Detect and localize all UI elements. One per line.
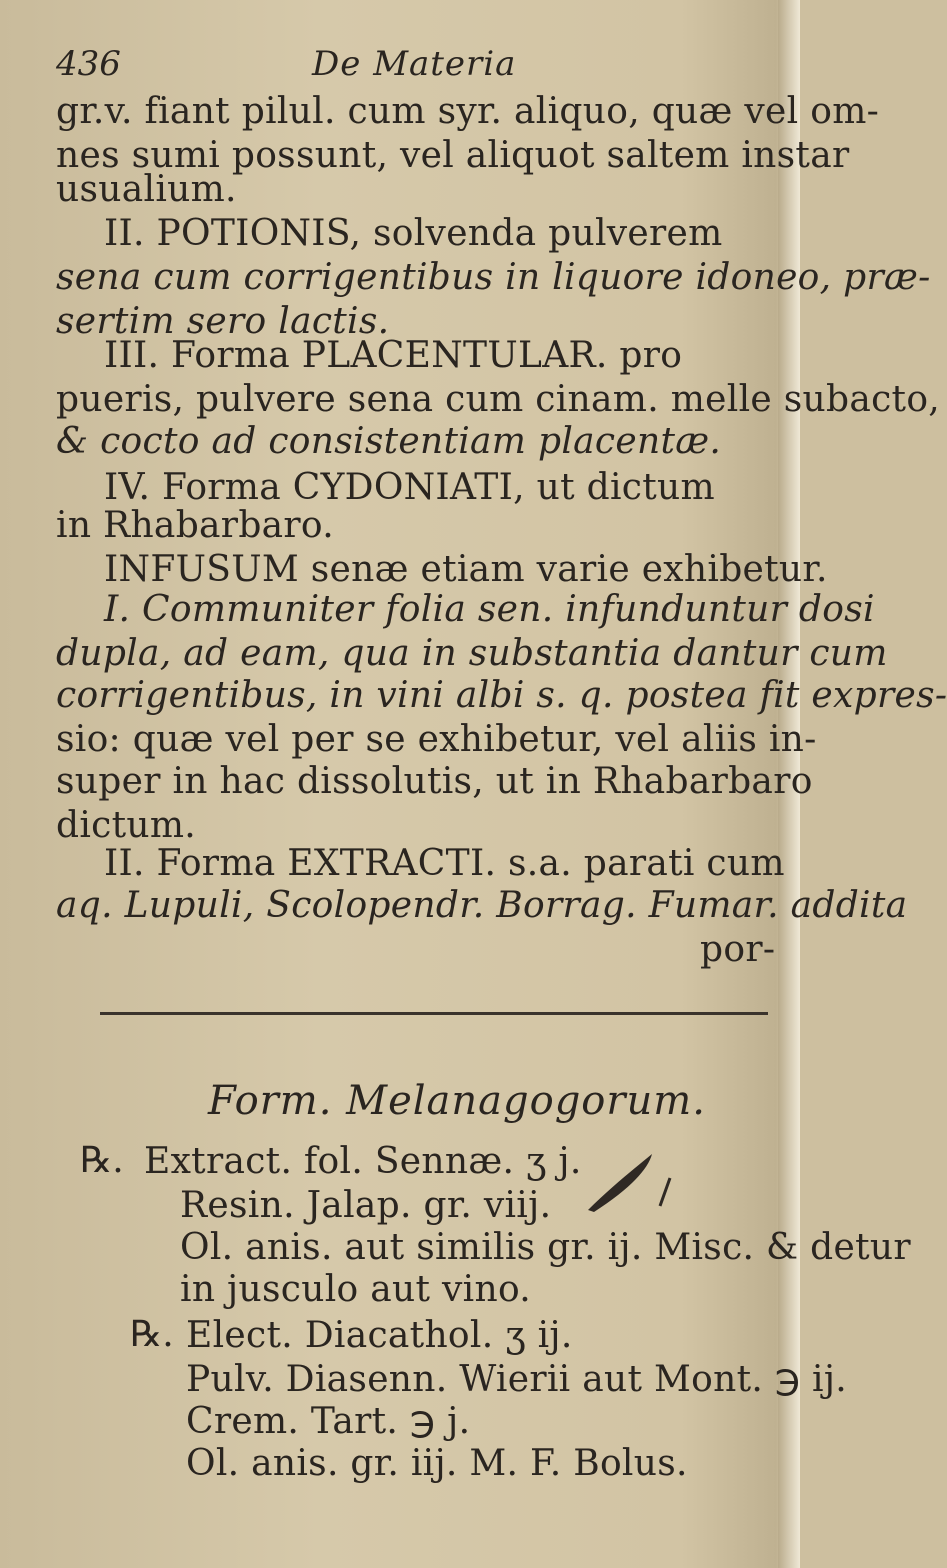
text-line: & cocto ad consistentiam placentæ. [56, 421, 722, 462]
recipe-line: Resin. Jalap. gr. viij. [180, 1185, 552, 1226]
text-line: II. Forma EXTRACTI. s.a. parati cum [104, 843, 785, 884]
recipe-line: in jusculo aut vino. [180, 1269, 532, 1310]
text-line: I. Communiter folia sen. infunduntur dosi [104, 589, 875, 630]
text-line: nes sumi possunt, vel aliquot saltem instar [56, 135, 850, 176]
text-line: sio: quæ vel per se exhibetur, vel aliis in- [56, 719, 817, 760]
text-line: dictum. [56, 805, 197, 846]
recipe-line: Ol. anis. gr. iij. M. F. Bolus. [186, 1443, 688, 1484]
text-line: INFUSUM senæ etiam varie exhibetur. [104, 549, 828, 590]
page-header [56, 44, 756, 94]
text-line: super in hac dissolutis, ut in Rhabarbaro [56, 761, 813, 802]
text-line: III. Forma PLACENTULAR. pro [104, 335, 683, 376]
section-rule [100, 1012, 768, 1015]
recipe-line: Elect. Diacathol. ʒ ij. [186, 1315, 573, 1356]
recipe-line: Ol. anis. aut similis gr. ij. Misc. & detur [180, 1227, 911, 1268]
form-title: Form. Melanagogorum. [208, 1078, 706, 1124]
text-line: dupla, ad eam, qua in substantia dantur cum [56, 633, 888, 674]
recipe-line: Pulv. Diasenn. Wierii aut Mont. ℈ ij. [186, 1359, 848, 1400]
text-line: gr.v. fiant pilul. cum syr. aliquo, quæ vel om- [56, 91, 880, 132]
text-line: sertim sero lactis. [56, 301, 390, 342]
text-line: sena cum corrigentibus in liquore idoneo, præ- [56, 257, 931, 298]
text-line: pueris, pulvere sena cum cinam. melle subacto, [56, 379, 941, 420]
page-number: 436 [56, 44, 121, 84]
catchword: por- [700, 929, 776, 970]
text-line: II. POTIONIS, solvenda pulverem [104, 213, 723, 254]
recipe-line: Crem. Tart. ℈ j. [186, 1401, 471, 1442]
text-line: IV. Forma CYDONIATI, ut dictum [104, 467, 715, 508]
quill-mark-icon [580, 1148, 670, 1218]
running-head: De Materia [312, 44, 517, 84]
recipe-2-symbol: ℞. [130, 1314, 174, 1355]
text-line: corrigentibus, in vini albi s. q. postea fit expres- [56, 675, 947, 716]
text-line: in Rhabarbaro. [56, 505, 335, 546]
text-line: usualium. [56, 169, 237, 210]
text-line: aq. Lupuli, Scolopendr. Borrag. Fumar. addita [56, 885, 908, 926]
recipe-1-symbol: ℞. [80, 1140, 124, 1181]
recipe-line: Extract. fol. Sennæ. ʒ j. [144, 1141, 582, 1182]
